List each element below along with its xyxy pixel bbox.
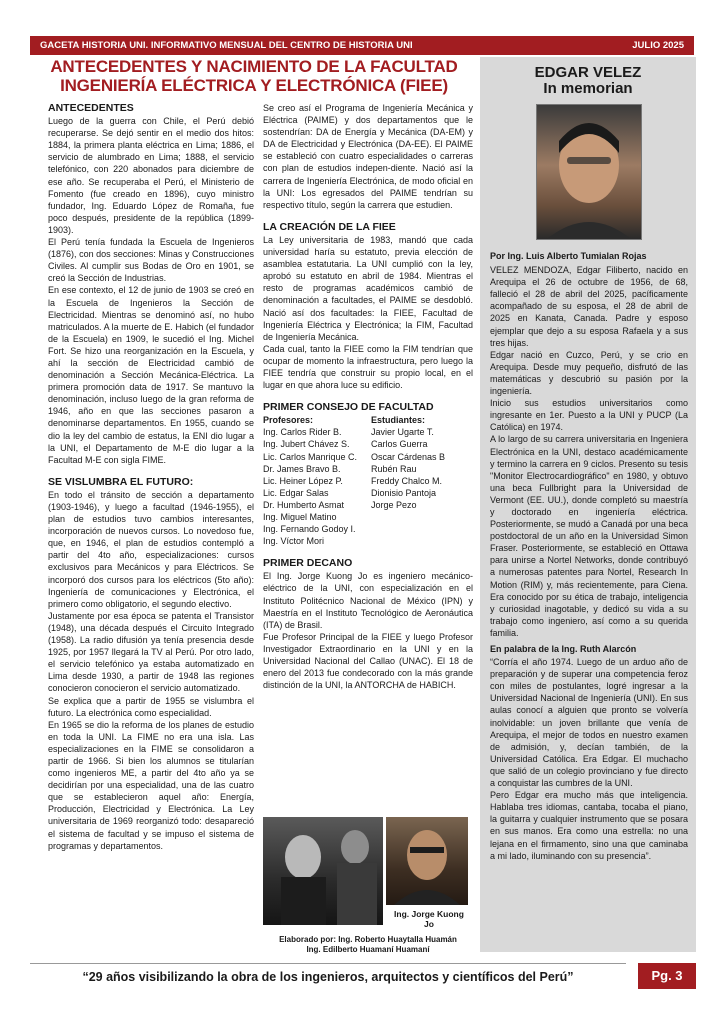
byline: Por Ing. Luis Alberto Tumialan Rojas: [490, 251, 647, 261]
list-item: Dr. James Bravo B.: [263, 463, 341, 474]
list-item: Ing. Carlos Rider B.: [263, 427, 342, 438]
list-item: Freddy Chalco M.: [371, 475, 443, 486]
paragraph: “Corría el año 1974. Luego de un arduo año de preparación y de superar una competencia feroz con miles de postulantes, logré ingresar a la Universidad Nacional de Ingeniería (UNI). En sus aulas conocí a alguien que pronto se volvería inolvidable: un joven brillante que venía de Arequipa, el mejor de todos en nuestro examen de admisión, y, decían también, de la Universidad Católica. Era Edgar. El muchacho que salió de un colegio provinciano y fue directo a conquistar las cumbres de la UNI.: [490, 657, 688, 789]
paragraph: Se explica que a partir de 1955 se vislumbra el futuro. La electrónica como especialidad.: [48, 695, 254, 718]
paragraph: Luego de la guerra con Chile, el Perú debió recuperarse. Se dejó sentir en el medio dos hitos: 1884, la primera planta eléctrica en Lima; 1886, el servicio de alumbrado en Lima; 1888, el servicio telefónico, con 220 abonados para diciembre de ese año. Se recuperaba el Perú, el Ministerio de Fomento (fue creado en 1896), cuyo ministro fundador, Ing. Eduardo López de Romaña, fue poco después, presidente de la república (1899-1903).: [48, 116, 254, 235]
list-item: Jorge Pezo: [371, 499, 417, 510]
paragraph: Pero Edgar era mucho más que inteligencia. Hablaba tres idiomas, cantaba, tocaba el piano, la guitarra y cualquier instrumento que se posara en sus manos. Era como una estrella: no una lejana en el firmamento, sino una que caminaba a mi lado, iluminando con su presencia”.: [490, 790, 688, 861]
professors-list: [263, 414, 365, 547]
list-item: Lic. Heiner López P.: [263, 475, 343, 486]
footer: [30, 963, 696, 989]
paragraph: El Ing. Jorge Kuong Jo es ingeniero mecánico-eléctrico de la UNI, con especialización en el Instituto Politécnico Nacional de México (IPN) y Maestría en el Instituto Tecnológico de Aeronáutica (ITA) de Brasil.: [263, 571, 473, 630]
photo-credit: [263, 935, 473, 955]
memorial-subtitle: In memorian: [543, 80, 633, 97]
paragraph: En 1965 se dio la reforma de los planes de estudio en toda la UNI. La FIME no era una isla. Las especializaciones en la FIME se consolidaron a partir de 1966. Si bien los alumnos se titularían como ingenieros ME, a partir del 4to año ya se decidirían por una especialidad, una de las cuatro que se establecieron aquel año: Energía, Producción, Electricidad y Electrónica. La Ley universitaria de 1969 reorganizó todo: desapareció el sistema de facultad y se impuso el sistema de programas y departamentos.: [48, 719, 254, 851]
list-item: Javier Ugarte T.: [371, 427, 434, 438]
paragraph: Cada cual, tanto la FIEE como la FIM tendrían que ocupar de momento la infraestructura, pero luego la FIEE tendría que construir su propio local, en el lugar en que ahora luce su edificio.: [263, 343, 473, 391]
list-item: Ing. Fernando Godoy I.: [263, 524, 356, 535]
list-item: Ing. Jubert Chávez S.: [263, 439, 350, 450]
photo-group: [263, 817, 473, 932]
historical-photo: [263, 817, 383, 925]
publication-name: GACETA HISTORIA UNI. INFORMATIVO MENSUAL DEL CENTRO DE HISTORIA UNI: [40, 40, 413, 51]
list-item: Dr. Humberto Asmat: [263, 499, 345, 510]
list-item: Ing. Miguel Matino: [263, 512, 337, 522]
page-number: Pg. 3: [638, 963, 696, 989]
issue-date: JULIO 2025: [632, 40, 684, 51]
section-heading-antecedentes: ANTECEDENTES: [48, 102, 134, 114]
section-heading-creacion: LA CREACIÓN DE LA FIEE: [263, 220, 396, 233]
paragraph: En todo el tránsito de sección a departamento (1903-1946), y luego a facultad (1946-1955), el plan de estudios tuvo cambios interesantes, incorporación de nuevos cursos. Lo novedoso fue, que, en 1946, el plan de estudios contempló a partir del 4to año, especializaciones: cursos exclusivos para Mecánicos y para Eléctricos. Se incorporó dos cursos para los eléctricos (5to año): Ingeniería de comunicaciones y Electrónica, el primero como obligatorio, el segundo electivo.: [48, 489, 254, 609]
memorial-text: [490, 250, 688, 862]
article-title-line1: ANTECEDENTES Y NACIMIENTO DE LA FACULTAD: [50, 57, 458, 76]
paragraph: El Perú tenía fundada la Escuela de Ingenieros (1876), con dos secciones: Minas y Construcciones Civiles. Al cumplir sus Bodas de Oro en 1901, se creó la Sección de Industrias.: [48, 237, 254, 284]
paragraph: Edgar nació en Cuzco, Perú, y se crio en Arequipa. Desde muy pequeño, disfrutó de las matemáticas y descubrió su pasión por la ingeniería.: [490, 349, 688, 397]
article-column-1: [48, 102, 254, 954]
council-list: [263, 414, 473, 547]
memorial-name: EDGAR VELEZ: [534, 64, 642, 81]
students-list: [371, 414, 473, 547]
professors-heading: Profesores:: [263, 415, 314, 426]
paragraph: Fue Profesor Principal de la FIEE y luego Profesor Investigador Extraordinario en la UNI y en la Universidad Nacional del Callao (UNAC). El 18 de enero del 2013 fue condecorado con la más grande distinción de la UNI, la ANTORCHA de HABICH.: [263, 631, 473, 691]
photo-caption: Ing. Jorge Kuong Jo: [394, 909, 464, 929]
article-title: [30, 57, 478, 95]
section-heading-decano: PRIMER DECANO: [263, 557, 353, 570]
paragraph: Justamente por esa época se patenta el Transistor (1948), una década después el Circuito Integrado (1958). La radio difusión ya tenía presencia desde 1925, por 1957 llegará la TV al Perú. Por otro lado, el servicio telefónico ya estaba automatizado en Lima desde 1930, a partir de 1948 las regiones conocieron conocieron el servicio automatizado.: [48, 610, 254, 694]
list-item: Lic. Edgar Salas: [263, 487, 329, 498]
list-item: Rubén Rau: [371, 463, 417, 474]
memorial-title: [480, 65, 696, 97]
list-item: Lic. Carlos Manrique C.: [263, 451, 358, 462]
list-item: Oscar Cárdenas B: [371, 451, 446, 462]
testimony-heading: En palabra de la Ing. Ruth Alarcón: [490, 644, 637, 654]
article-title-line2: INGENIERÍA ELÉCTRICA Y ELECTRÓNICA (FIEE): [60, 76, 448, 95]
section-heading-futuro: SE VISLUMBRA EL FUTURO:: [48, 475, 194, 488]
list-item: Ing. Víctor Mori: [263, 536, 325, 547]
portrait-photo-kuong: [386, 817, 468, 905]
list-item: Dionisio Pantoja: [371, 487, 437, 498]
portrait-photo-velez: [536, 104, 642, 240]
section-heading-consejo: PRIMER CONSEJO DE FACULTAD: [263, 401, 434, 414]
header-bar: [30, 36, 694, 55]
paragraph: VELEZ MENDOZA, Edgar Filiberto, nacido en Arequipa el 26 de octubre de 1956, de 68, falleció el 28 de abril del 2025, pacíficamente acompañado de su esposa, el 28 de abril de 2025 en Kanata, Canada. Padre y esposo ejemplar que dejo a su esposa Rafaela y a sus tres hijas.: [490, 265, 688, 348]
paragraph: Inicio sus estudios universitarios como ingresante en 1er. Puesto a la UNI y PUCP (La Católica) en 1974.: [490, 398, 688, 433]
credit-line2: Ing. Edilberto Huamaní Huamaní: [306, 945, 430, 954]
footer-slogan: “29 años visibilizando la obra de los ingenieros, arquitectos y científicos del Perú”: [30, 963, 626, 990]
credit-line1: Elaborado por: Ing. Roberto Huaytalla Huamán: [279, 935, 457, 944]
paragraph: A lo largo de su carrera universitaria en Ingeniera Electrónica en la UNI, destaco académicamente y termino la carrera en 9 ciclos. Presento su tesis "Monitor Electrocardiográfico" en 1980, y obtuvo una beca Fullbright para la Universidad de Vermont (EE. UU.), donde completó su maestría y doctorado en ingeniería eléctrica. Posteriormente, se mudó a Canadá por una beca postdoctoral de un año en la Universidad Simon Fraser. Posteriormente, se estableció en Ottawa para unirse a Nortel Networks, donde contribuyó a numerosas patentes para Nortel, Research In Motion (RIM) y, más recientemente, para Ciena. Era conocido por su ética de trabajo, inteligencia y curiosidad inagotable, y dedicó su vida a su trabajo como ingeniero, así como a su querida familia.: [490, 434, 688, 638]
paragraph: Se creo así el Programa de Ingeniería Mecánica y Eléctrica (PAIME) y dos departamentos que le sostendrían: DA de Energía y Mecánica (DA-EM) y DA de Electricidad y Electrónica (DA-EE). El PAIME se estableció con cuatro especialidades o carreras con plan de estudios indepen-diente. Nació así la carrera de Ingeniería Electrónica, de modo oficial en la UNI: Los egresados del PAIME tendrían su respectivo título, según la carrera que estudien.: [263, 103, 473, 210]
memorial-sidebar: [480, 57, 696, 952]
paragraph: En ese contexto, el 12 de junio de 1903 se creó en la Escuela de Ingenieros la Sección de Electricidad. Mientras se denominó así, no hubo matriculados. A la muerte de E. Habich (el fundador de la Escuela) en 1909, le sucedió el Ing. Michel Fort. Se hizo una reorganización en la Escuela, y ahí la sección de Electricidad cambió de denominación a Sección Mecánica-Eléctrica. La primera promoción data de 1917. Se mantuvo la denominación, incluso luego de la gran reforma de 1946, año en que las secciones pasaron a denominarse departamentos. En 1955, cuando se dio la ley del cambio de estatus, la ENI dio lugar a la UNI, el Departamento de M-E dio lugar a la Facultad M-E con sigla FIME.: [48, 285, 254, 465]
article-column-2: [263, 102, 473, 691]
paragraph: La Ley universitaria de 1983, mandó que cada universidad haría su estatuto, previa elección de asamblea estatutaria. La UNI cumplió con la ley, aprobó su estatuto en abril de 1984. Mientras el resto de programas académicos cambió de denominación a facultades, el PAIME se desdobló. Nació así dos facultades: la FIEE, Facultad de Ingeniería Eléctrica y Electrónica; la FIM, Facultad de Ingeniería Mecánica.: [263, 234, 473, 342]
list-item: Carlos Guerra: [371, 439, 428, 450]
students-heading: Estudiantes:: [371, 415, 426, 426]
